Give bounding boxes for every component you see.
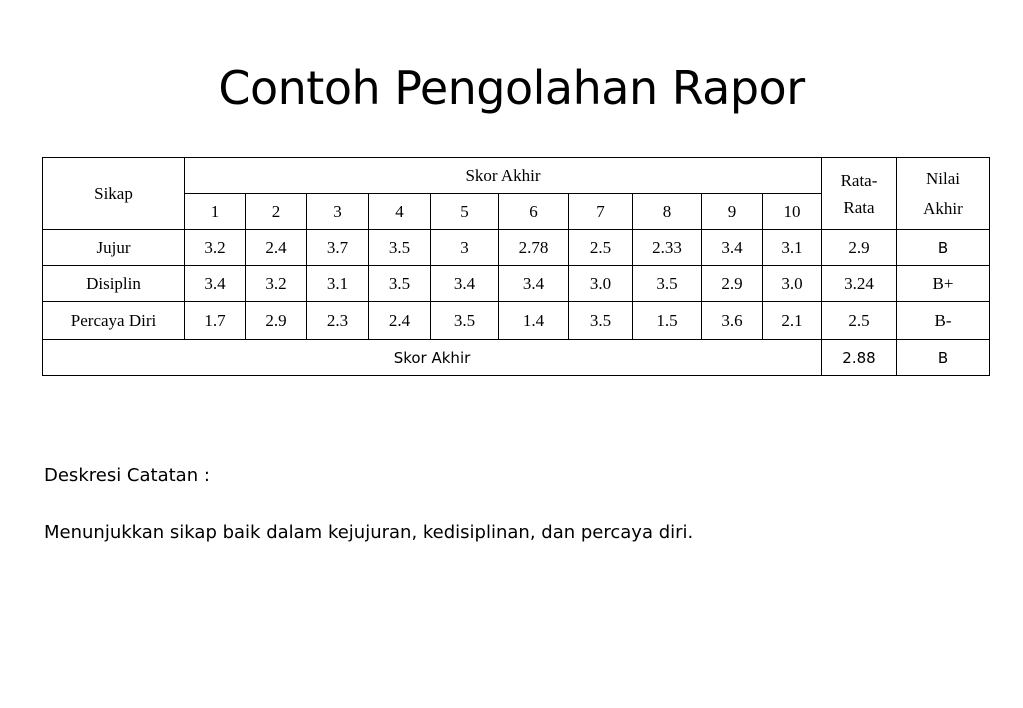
rata-rata-cell: 2.5: [822, 302, 897, 340]
column-number: 4: [369, 194, 431, 230]
score-cell: 3.1: [763, 230, 822, 266]
score-cell: 2.5: [569, 230, 633, 266]
rata-rata-cell: 3.24: [822, 266, 897, 302]
column-number: 6: [499, 194, 569, 230]
column-number: 1: [185, 194, 246, 230]
score-cell: 2.33: [633, 230, 702, 266]
table-footer-row: [43, 340, 990, 376]
notes-section: [44, 462, 984, 547]
column-number: 2: [246, 194, 307, 230]
table-row: [43, 230, 990, 266]
score-cell: 3.0: [569, 266, 633, 302]
skor-akhir-header: Skor Akhir: [185, 158, 822, 194]
rata-rata-header-line2: Rata: [843, 197, 875, 217]
notes-heading: Deskresi Catatan :: [44, 465, 210, 486]
score-cell: 3.4: [499, 266, 569, 302]
nilai-akhir-header-line1: Nilai: [926, 168, 960, 188]
column-number: 9: [702, 194, 763, 230]
score-cell: 3.2: [246, 266, 307, 302]
score-cell: 3.5: [633, 266, 702, 302]
score-cell: 3.2: [185, 230, 246, 266]
nilai-akhir-header: [897, 158, 990, 230]
score-cell: 2.1: [763, 302, 822, 340]
sikap-header: Sikap: [43, 158, 185, 230]
column-number: 10: [763, 194, 822, 230]
score-cell: 1.7: [185, 302, 246, 340]
column-number: 8: [633, 194, 702, 230]
score-cell: 3.5: [369, 266, 431, 302]
score-cell: 3.7: [307, 230, 369, 266]
nilai-akhir-cell: B+: [897, 266, 990, 302]
score-cell: 3.4: [702, 230, 763, 266]
column-number: 7: [569, 194, 633, 230]
nilai-akhir-cell: B: [897, 230, 990, 266]
sikap-label: Percaya Diri: [43, 302, 185, 340]
footer-rata-rata-cell: 2.88: [822, 340, 897, 376]
table-row: [43, 302, 990, 340]
score-cell: 2.4: [246, 230, 307, 266]
footer-nilai-akhir-cell: B: [897, 340, 990, 376]
nilai-akhir-cell: B-: [897, 302, 990, 340]
report-table: [42, 157, 990, 376]
score-cell: 1.5: [633, 302, 702, 340]
rata-rata-cell: 2.9: [822, 230, 897, 266]
sikap-label: Disiplin: [43, 266, 185, 302]
score-cell: 3: [431, 230, 499, 266]
score-cell: 2.3: [307, 302, 369, 340]
score-cell: 3.1: [307, 266, 369, 302]
notes-body: Menunjukkan sikap baik dalam kejujuran, kedisiplinan, dan percaya diri.: [44, 522, 694, 543]
table-row: [43, 266, 990, 302]
table-header-row: [43, 158, 990, 194]
column-number: 3: [307, 194, 369, 230]
score-cell: 2.4: [369, 302, 431, 340]
score-cell: 1.4: [499, 302, 569, 340]
page-title: Contoh Pengolahan Rapor: [218, 61, 805, 115]
score-cell: 2.9: [702, 266, 763, 302]
rata-rata-header-line1: Rata-: [840, 170, 878, 190]
score-cell: 3.4: [185, 266, 246, 302]
score-cell: 3.0: [763, 266, 822, 302]
score-cell: 3.5: [369, 230, 431, 266]
score-cell: 2.9: [246, 302, 307, 340]
sikap-label: Jujur: [43, 230, 185, 266]
score-cell: 3.4: [431, 266, 499, 302]
nilai-akhir-header-line2: Akhir: [923, 198, 963, 218]
score-cell: 2.78: [499, 230, 569, 266]
column-number: 5: [431, 194, 499, 230]
rata-rata-header: [822, 158, 897, 230]
score-cell: 3.5: [431, 302, 499, 340]
score-cell: 3.6: [702, 302, 763, 340]
footer-label: Skor Akhir: [43, 340, 822, 376]
score-cell: 3.5: [569, 302, 633, 340]
